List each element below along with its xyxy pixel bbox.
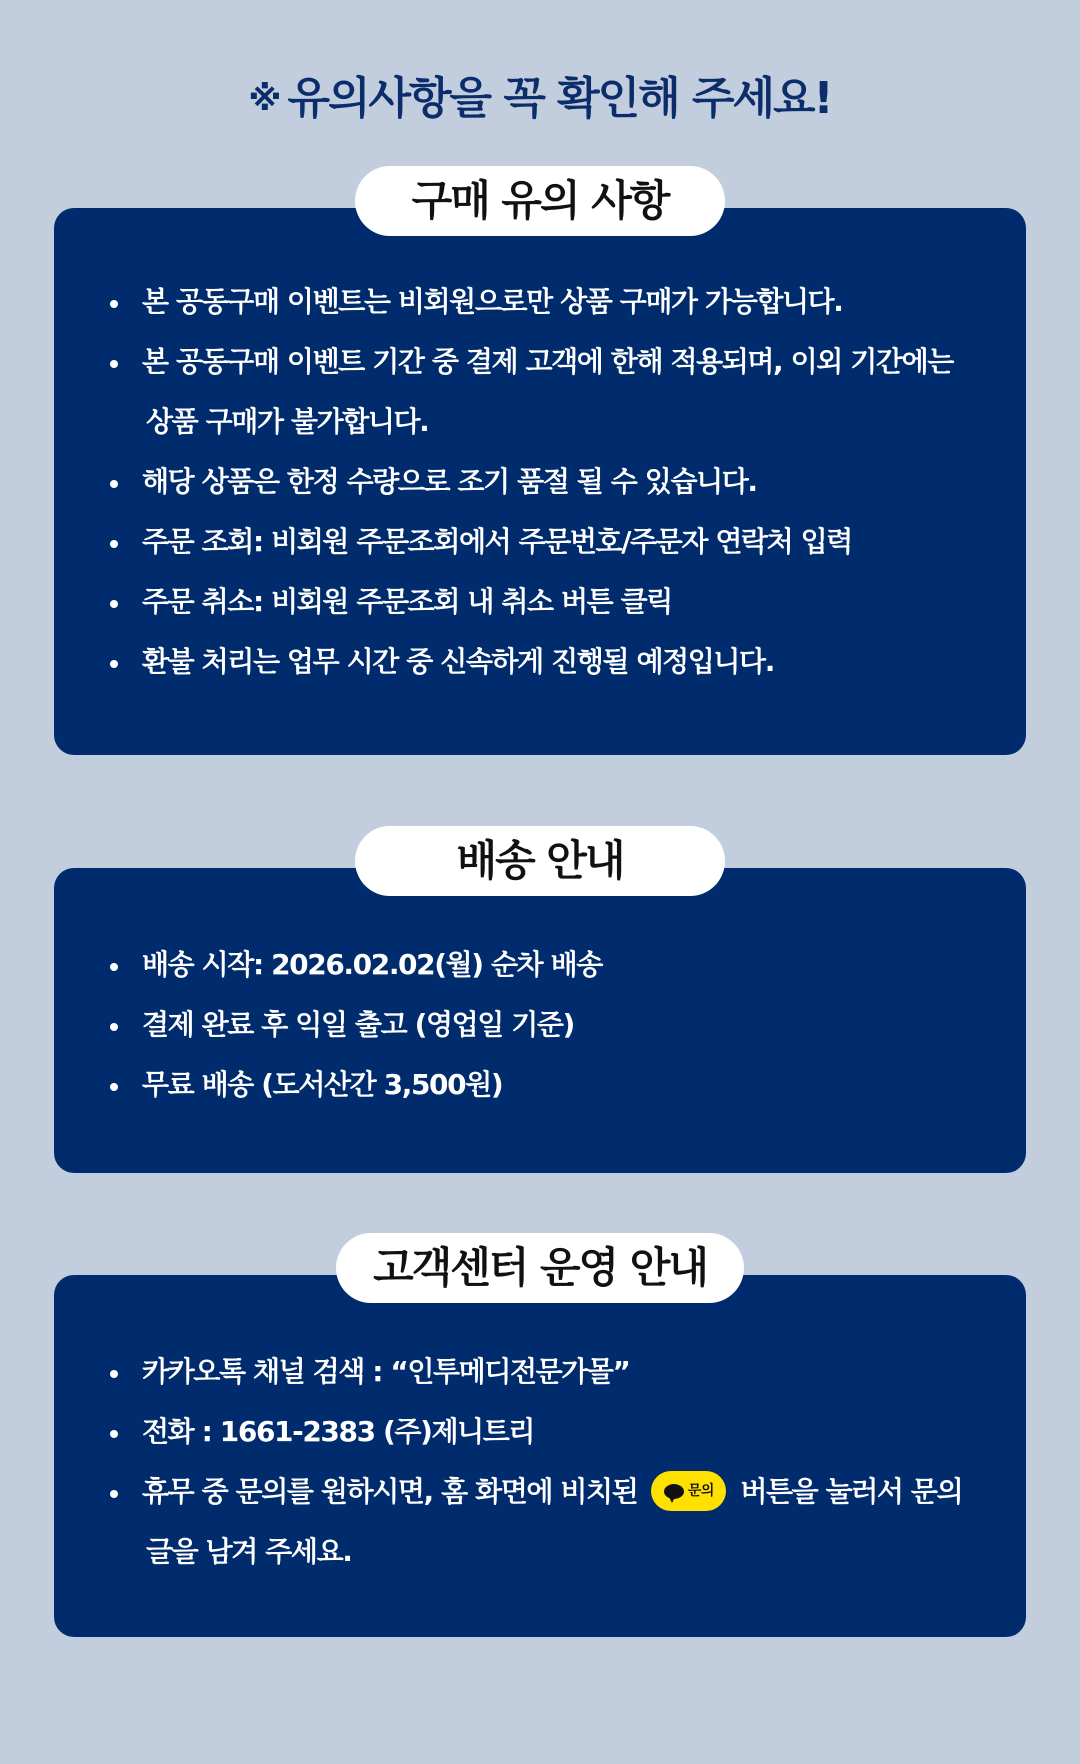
list-item: 본 공동구매 이벤트 기간 중 결제 고객에 한해 적용되며, 이외 기간에는 bbox=[54, 332, 1026, 392]
bullet-icon bbox=[110, 1490, 118, 1498]
kakao-inquiry-button[interactable]: 문의 bbox=[651, 1471, 726, 1511]
bullet-icon bbox=[110, 1370, 118, 1378]
customer-center-title: 고객센터 운영 안내 bbox=[336, 1233, 744, 1303]
purchase-notes-title: 구매 유의 사항 bbox=[355, 166, 725, 236]
list-item: 무료 배송 (도서산간 3,500원) bbox=[54, 1055, 1026, 1115]
list-item: 주문 조회: 비회원 주문조회에서 주문번호/주문자 연락처 입력 bbox=[54, 512, 1026, 572]
reference-mark-icon: ※ bbox=[248, 79, 280, 119]
shipping-info-panel bbox=[54, 836, 1026, 1173]
page-headline bbox=[0, 62, 1080, 126]
shipping-info-list bbox=[54, 935, 1026, 1115]
list-item: 배송 시작: 2026.02.02(월) 순차 배송 bbox=[54, 935, 1026, 995]
bullet-icon bbox=[110, 540, 118, 548]
bullet-icon bbox=[110, 300, 118, 308]
list-item: 카카오톡 채널 검색 : “인투메디전문가몰” bbox=[54, 1342, 1026, 1402]
chat-bubble-icon bbox=[664, 1484, 684, 1499]
list-item: 환불 처리는 업무 시간 중 신속하게 진행될 예정입니다. bbox=[54, 632, 1026, 692]
list-item: 주문 취소: 비회원 주문조회 내 취소 버튼 클릭 bbox=[54, 572, 1026, 632]
list-item: 전화 : 1661-2383 (주)제니트리 bbox=[54, 1402, 1026, 1462]
bullet-icon bbox=[110, 1430, 118, 1438]
purchase-notes-list bbox=[54, 272, 1026, 692]
list-item: 휴무 중 문의를 원하시면, 홈 화면에 비치된 문의 버튼을 눌러서 문의 bbox=[54, 1462, 1026, 1522]
list-item: 결제 완료 후 익일 출고 (영업일 기준) bbox=[54, 995, 1026, 1055]
bullet-icon bbox=[110, 360, 118, 368]
bullet-icon bbox=[110, 963, 118, 971]
bullet-icon bbox=[110, 480, 118, 488]
customer-center-list bbox=[54, 1342, 1026, 1582]
bullet-icon bbox=[110, 1083, 118, 1091]
bullet-icon bbox=[110, 1023, 118, 1031]
list-item: 본 공동구매 이벤트는 비회원으로만 상품 구매가 가능합니다. bbox=[54, 272, 1026, 332]
headline-text: 유의사항을 꼭 확인해 주세요! bbox=[287, 73, 832, 124]
purchase-notes-panel bbox=[54, 176, 1026, 755]
shipping-info-title: 배송 안내 bbox=[355, 826, 725, 896]
bullet-icon bbox=[110, 600, 118, 608]
list-item-continuation: 상품 구매가 불가합니다. bbox=[146, 405, 429, 438]
customer-center-panel bbox=[54, 1243, 1026, 1637]
bullet-icon bbox=[110, 660, 118, 668]
list-item: 해당 상품은 한정 수량으로 조기 품절 될 수 있습니다. bbox=[54, 452, 1026, 512]
list-item-continuation: 글을 남겨 주세요. bbox=[146, 1535, 352, 1568]
